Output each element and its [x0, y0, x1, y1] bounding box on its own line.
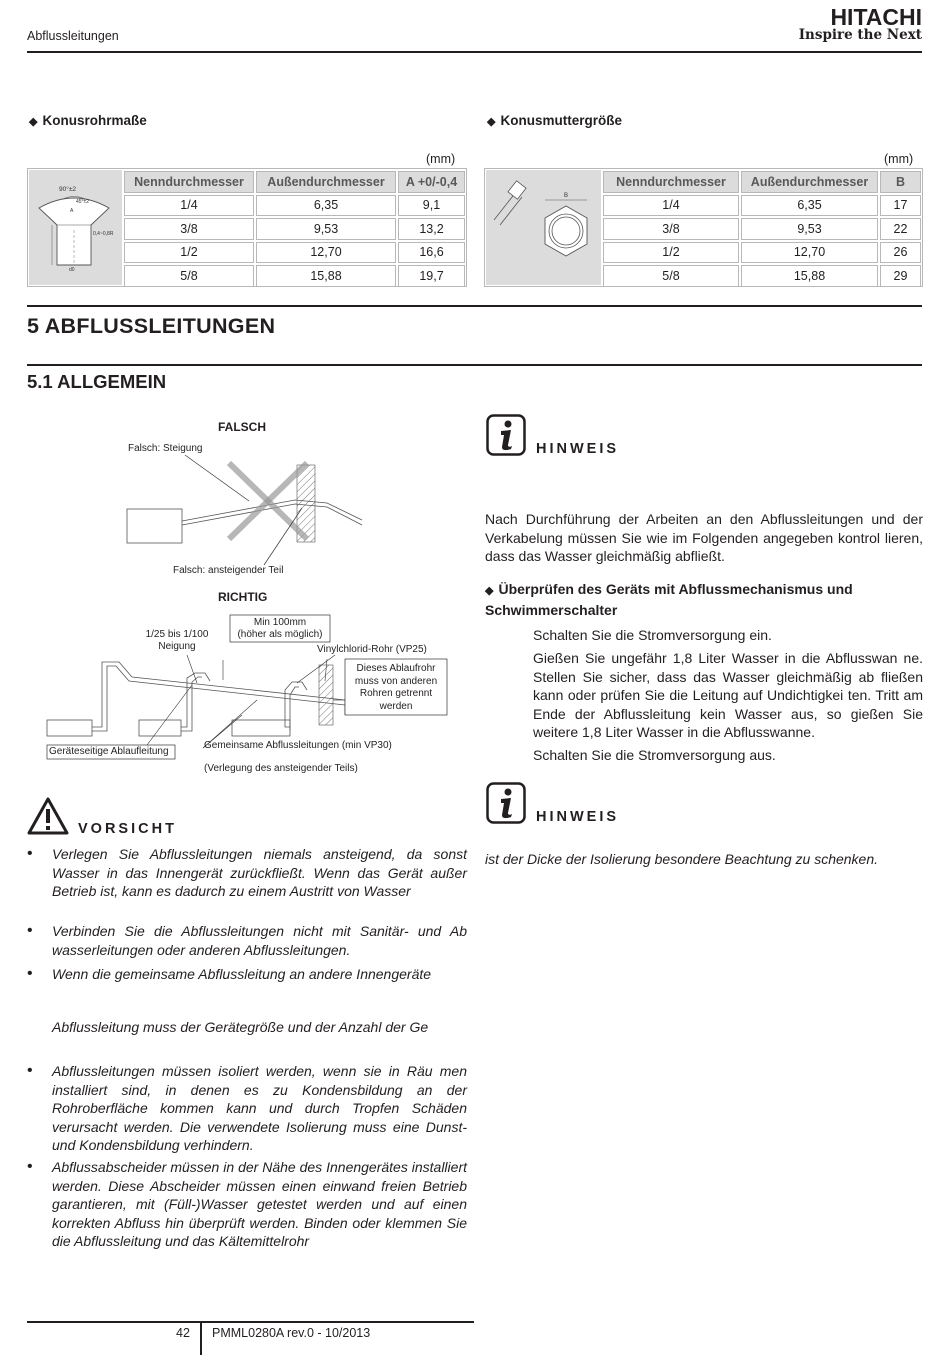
- table-cell: 1/4: [603, 195, 739, 217]
- footer-divider: [200, 1322, 202, 1355]
- table-row: [603, 265, 921, 287]
- cone-pipe-unit: (mm): [426, 152, 456, 166]
- separate-line3: Rohren getrennt: [359, 688, 433, 699]
- cone-pipe-diagram: [29, 170, 122, 285]
- table-cell: 6,35: [256, 195, 396, 217]
- caution-item: • Abflussleitungen müssen isoliert werden, wenn sie in Räu men installiert sind, in denen es zu Kondensbildung an der Rohroberfläche kommen kann und durch Tropfen Schäden verursacht werden. Die verwendete Isolierung muss eine Dunst- und Kondensbildung verhindern.: [27, 1062, 467, 1154]
- table-cell: 3/8: [124, 218, 254, 240]
- diag-angle90: 90°±2: [59, 186, 77, 193]
- table-cell: 1/4: [124, 195, 254, 217]
- subsection-title: 5.1 ALLGEMEIN: [27, 371, 167, 392]
- cone-nut-unit: (mm): [884, 152, 914, 166]
- wrong-part-label: Falsch: ansteigender Teil: [173, 565, 284, 576]
- col-header: Außendurchmesser: [741, 171, 878, 193]
- col-header: Außendurchmesser: [256, 171, 396, 193]
- logo-brand: HITACHI: [830, 4, 922, 30]
- section-title: 5 ABFLUSSLEITUNGEN: [27, 314, 276, 338]
- check-title: ◆ Überprüfen des Geräts mit Abflussmechanismus und Schwimmerschalter: [485, 581, 853, 618]
- table-cell: 12,70: [741, 242, 878, 264]
- slope-label: [132, 629, 222, 653]
- col-header: B: [880, 171, 921, 193]
- diag-a: A: [70, 208, 74, 214]
- table-cell: 5/8: [603, 265, 739, 287]
- separate-line2: muss von anderen: [354, 675, 438, 687]
- table-header-row: [124, 171, 465, 193]
- warning-icon: [27, 797, 69, 835]
- logo-tagline: Inspire the Next: [798, 27, 922, 43]
- note2-text: ist der Dicke der Isolierung besondere Beachtung zu schenken.: [485, 851, 879, 867]
- table-cell: 9,53: [741, 218, 878, 240]
- info-icon: [486, 414, 526, 456]
- drain-piping-figure: [27, 415, 467, 785]
- caution-item-text: Verlegen Sie Abflussleitungen niemals ansteigend, da sonst Wasser in das Innengerät zurückfließt. Wenn das Gerät außer Betrieb ist, kann es dadurch zu einem Austritt von Wasser: [52, 846, 467, 900]
- header-rule: [27, 51, 922, 53]
- diag-angle45: 45°±2: [76, 199, 90, 205]
- check-step: Schalten Sie die Stromversorgung aus.: [533, 747, 776, 763]
- table-row: [124, 218, 465, 240]
- cone-pipe-table: [122, 169, 467, 289]
- min100-line2: (höher als möglich): [237, 629, 323, 640]
- table-cell: 5/8: [124, 265, 254, 287]
- col-header: A +0/-0,4: [398, 171, 465, 193]
- caution-item-text: Verbinden Sie die Abflussleitungen nicht mit Sanitär- und Ab wasserleitungen oder anderen Abflussleitungen.: [52, 923, 467, 958]
- caution-item: • Abflussabscheider müssen in der Nähe des Innengerätes installiert werden. Diese Abscheider müssen einen einwand freien Betrieb garantieren, mit (Füll-)Wasser getestet werden und auf einen korrekten Abfluss hin überprüft werden. Binden oder klemmen Sie die Abflussleitung und das Kältemittelrohr: [27, 1158, 467, 1250]
- table-row: [124, 242, 465, 264]
- right-title: RICHTIG: [218, 590, 268, 604]
- table-cell: 15,88: [741, 265, 878, 287]
- separate-line4: werden: [379, 700, 413, 712]
- flared-pipe-icon: [29, 170, 122, 285]
- cone-pipe-title-text: Konusrohrmaße: [42, 113, 147, 128]
- cone-nut-title: ◆ Konusmuttergröße: [487, 113, 622, 128]
- hitachi-logo: [790, 6, 922, 42]
- footer-rule: [27, 1321, 474, 1323]
- cone-nut-table: [601, 169, 923, 289]
- note1-text: Nach Durchführung der Arbeiten an den Abflussleitungen und der Verkabelung müssen Sie wie im Folgenden angegeben kontrol lieren, dass das Wasser gleichmäßig abfließt.: [485, 511, 923, 565]
- diag-b: B: [564, 193, 569, 199]
- cone-nut-diagram: [486, 170, 601, 285]
- caution-item: • Wenn die gemeinsame Abflussleitung an andere Innengeräte: [27, 965, 467, 984]
- caution-item-text: Wenn die gemeinsame Abflussleitung an andere Innengeräte: [52, 966, 432, 982]
- col-header: Nenndurchmesser: [603, 171, 739, 193]
- flare-nut-icon: [486, 170, 601, 285]
- table-header-row: [603, 171, 921, 193]
- diag-d0: d0: [69, 267, 75, 273]
- table-cell: 17: [880, 195, 921, 217]
- caution-title: VORSICHT: [78, 821, 177, 837]
- table-row: [603, 195, 921, 217]
- slope-line1: 1/25 bis 1/100: [145, 629, 209, 640]
- cone-nut-table-frame: [484, 168, 923, 287]
- col-header: Nenndurchmesser: [124, 171, 254, 193]
- table-cell: 1/2: [124, 242, 254, 264]
- caution-item: • Verlegen Sie Abflussleitungen niemals ansteigend, da sonst Wasser in das Innengerät zurückfließt. Wenn das Gerät außer Betrieb ist, kann es dadurch zu einem Austritt von Wasser: [27, 845, 467, 900]
- info-icon: [486, 782, 526, 824]
- wrong-rise-label: Falsch: Steigung: [128, 443, 203, 454]
- table-cell: 1/2: [603, 242, 739, 264]
- caution-block: [27, 797, 69, 840]
- note1-icon-wrap: [486, 414, 526, 461]
- min100-label: [230, 617, 330, 641]
- cone-nut-title-text: Konusmuttergröße: [500, 113, 622, 128]
- table-row: [603, 242, 921, 264]
- unit-drain-label: Geräteseitige Ablaufleitung: [49, 746, 169, 757]
- table-cell: 3/8: [603, 218, 739, 240]
- separate-label: [345, 663, 447, 713]
- page-number: 42: [176, 1326, 190, 1340]
- table-cell: 13,2: [398, 218, 465, 240]
- common-drain-label: Gemeinsame Abflussleitungen (min VP30): [204, 740, 392, 751]
- table-cell: 26: [880, 242, 921, 264]
- caution-item-text: Abflussleitungen müssen isoliert werden, wenn sie in Räu men installiert sind, in denen es zu Kondensbildung an der Rohroberfläche kommen kann und durch Tropfen Schäden verursacht werden. Die verwendete Isolierung muss eine Dunst- und Kondensbildung verhindern.: [52, 1063, 467, 1154]
- rising-label: (Verlegung des ansteigender Teils): [204, 763, 358, 774]
- separate-line1: Dieses Ablaufrohr: [356, 663, 436, 674]
- caution-continuation: Abflussleitung muss der Gerätegröße und der Anzahl der Ge: [52, 1019, 429, 1035]
- table-cell: 16,6: [398, 242, 465, 264]
- table-cell: 6,35: [741, 195, 878, 217]
- caution-item: • Verbinden Sie die Abflussleitungen nicht mit Sanitär- und Ab wasserleitungen oder anderen Abflussleitungen.: [27, 922, 467, 958]
- cone-pipe-title: ◆ Konusrohrmaße: [29, 113, 147, 128]
- section-rule-top: [27, 305, 922, 307]
- check-step: Schalten Sie die Stromversorgung ein.: [533, 627, 772, 643]
- note1-title: HINWEIS: [536, 441, 620, 457]
- table-cell: 15,88: [256, 265, 396, 287]
- table-cell: 12,70: [256, 242, 396, 264]
- min100-line1: Min 100mm: [253, 617, 307, 628]
- table-cell: 22: [880, 218, 921, 240]
- caution-item-text: Abflussabscheider müssen in der Nähe des Innengerätes installiert werden. Diese Abscheider müssen einen einwand freien Betrieb garantieren, mit (Füll-)Wasser getestet werden und auf einen korrekten Abfluss hin überprüft werden. Binden oder klemmen Sie die Abflussleitung und das Kältemittelrohr: [52, 1159, 467, 1250]
- table-row: [124, 265, 465, 287]
- cone-pipe-table-frame: [27, 168, 467, 287]
- table-cell: 9,53: [256, 218, 396, 240]
- table-row: [603, 218, 921, 240]
- check-title-text: Überprüfen des Geräts mit Abflussmechanismus und Schwimmerschalter: [485, 581, 853, 618]
- wrong-title: FALSCH: [218, 420, 266, 434]
- running-header: Abflussleitungen: [27, 29, 119, 43]
- table-row: [124, 195, 465, 217]
- vinyl-label: Vinylchlorid-Rohr (VP25): [317, 644, 427, 655]
- check-step: Gießen Sie ungefähr 1,8 Liter Wasser in die Abflusswan ne. Stellen Sie sicher, dass das Wasser gleichmäßig ab fließen kann oder prüfen Sie die Leitung auf Undichtigkei ten. Tritt am Ende der Abflussleitung kein Wasser aus, so gießen Sie weitere 1,8 Liter Wasser in die Abflusswanne.: [533, 650, 923, 741]
- document-id: PMML0280A rev.0 - 10/2013: [212, 1326, 371, 1340]
- note2-title: HINWEIS: [536, 809, 620, 825]
- diag-radius: 0,4~0,8R: [93, 231, 114, 237]
- table-cell: 9,1: [398, 195, 465, 217]
- section-rule-bottom: [27, 364, 922, 366]
- note2-icon-wrap: [486, 782, 526, 829]
- table-cell: 29: [880, 265, 921, 287]
- slope-line2: Neigung: [158, 641, 196, 652]
- table-cell: 19,7: [398, 265, 465, 287]
